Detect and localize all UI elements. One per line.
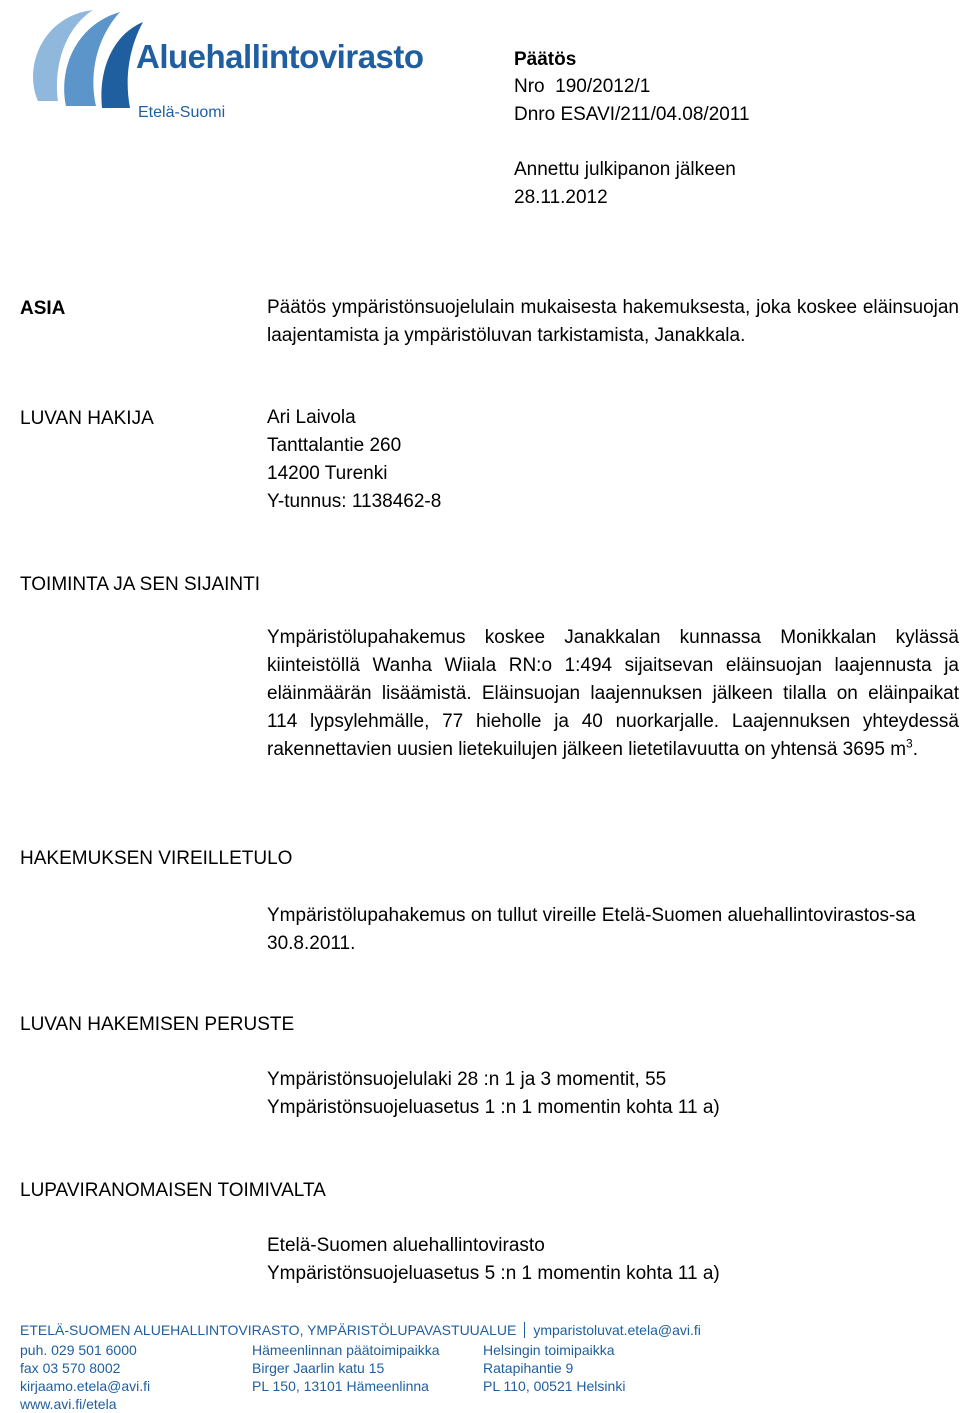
grounds-heading: LUVAN HAKEMISEN PERUSTE [20,1014,295,1035]
applicant-business-id: Y-tunnus: 1138462-8 [267,491,442,512]
applicant-name: Ari Laivola [267,407,356,428]
applicant-street: Tanttalantie 260 [267,435,402,456]
footer-office-1-street: Birger Jaarlin katu 15 [252,1360,385,1376]
grounds-line-2: Ympäristönsuojeluasetus 1 :n 1 momentin kohta 11 a) [267,1097,720,1118]
authority-heading: LUPAVIRANOMAISEN TOIMIVALTA [20,1180,326,1201]
asia-text: Päätös ympäristönsuojelulain mukaisesta hakemuksesta, joka koskee eläinsuojan laajentamista ja ympäristöluvan tarkistamista, Janakkala. [267,297,959,346]
footer-hameenlinna-column [252,1341,440,1395]
activity-heading: TOIMINTA JA SEN SIJAINTI [20,574,261,595]
published-label: Annettu julkipanon jälkeen [514,159,736,180]
footer-office-1-po: PL 150, 13101 Hämeenlinna [252,1378,429,1394]
grounds-block [267,1066,959,1122]
activity-text-end: . [912,739,919,760]
activity-text-body: Ympäristölupahakemus koskee Janakkalan kunnassa Monikkalan kylässä kiinteistöllä Wanha Wiiala RN:o 1:494 sijaitsevan eläinsuojan laajennusta ja eläinmäärän lisäämistä. Eläinsuojan laajennuksen jälkeen tilalla on eläinpaikat 114 lypsylehmälle, 77 hieholle ja 40 nuorkarjalle. Laajennuksen yhteydessä rakennettavien uusien lietekuilujen jälkeen lietetilavuutta on yhtensä 3695 m [267,627,959,760]
filing-text: Ympäristölupahakemus on tullut vireille Etelä-Suomen aluehallintovirastos-sa 30.8.2011. [267,905,916,954]
activity-text-sup: 3 [906,736,913,751]
footer-office-2-po: PL 110, 00521 Helsinki [483,1378,626,1394]
decision-number: Nro 190/2012/1 [514,76,651,97]
footer-org: ETELÄ-SUOMEN ALUEHALLINTOVIRASTO, YMPÄRISTÖLUPAVASTUUALUE [20,1322,517,1338]
footer-phone: puh. 029 501 6000 [20,1342,137,1358]
filing-heading: HAKEMUKSEN VIREILLETULO [20,848,293,869]
footer-email-main: ymparistoluvat.etela@avi.fi [533,1322,701,1338]
asia-heading: ASIA [20,298,66,319]
footer-office-2-name: Helsingin toimipaikka [483,1342,615,1358]
footer-helsinki-column [483,1341,625,1395]
footer-email: kirjaamo.etela@avi.fi [20,1378,151,1394]
published-date: 28.11.2012 [514,187,608,208]
document-type: Päätös [514,49,577,70]
footer-office-2-street: Ratapihantie 9 [483,1360,574,1376]
footer-fax: fax 03 570 8002 [20,1360,121,1376]
applicant-postal: 14200 Turenki [267,463,388,484]
authority-block [267,1232,959,1288]
applicant-heading: LUVAN HAKIJA [20,408,154,429]
authority-line-2: Ympäristönsuojeluasetus 5 :n 1 momentin kohta 11 a) [267,1263,720,1284]
footer-contact-column [20,1341,150,1413]
logo-wordmark: Aluehallintovirasto [136,38,424,75]
region-label: Etelä-Suomi [138,104,226,121]
footer-website: www.avi.fi/etela [20,1396,117,1412]
applicant-block [267,404,959,516]
record-number: Dnro ESAVI/211/04.08/2011 [514,104,750,125]
activity-text [267,624,959,764]
footer-office-1-name: Hämeenlinnan päätoimipaikka [252,1342,440,1358]
grounds-line-1: Ympäristönsuojelulaki 28 :n 1 ja 3 momentit, 55 [267,1069,667,1090]
footer-separator [524,1322,525,1338]
authority-line-1: Etelä-Suomen aluehallintovirasto [267,1235,545,1256]
